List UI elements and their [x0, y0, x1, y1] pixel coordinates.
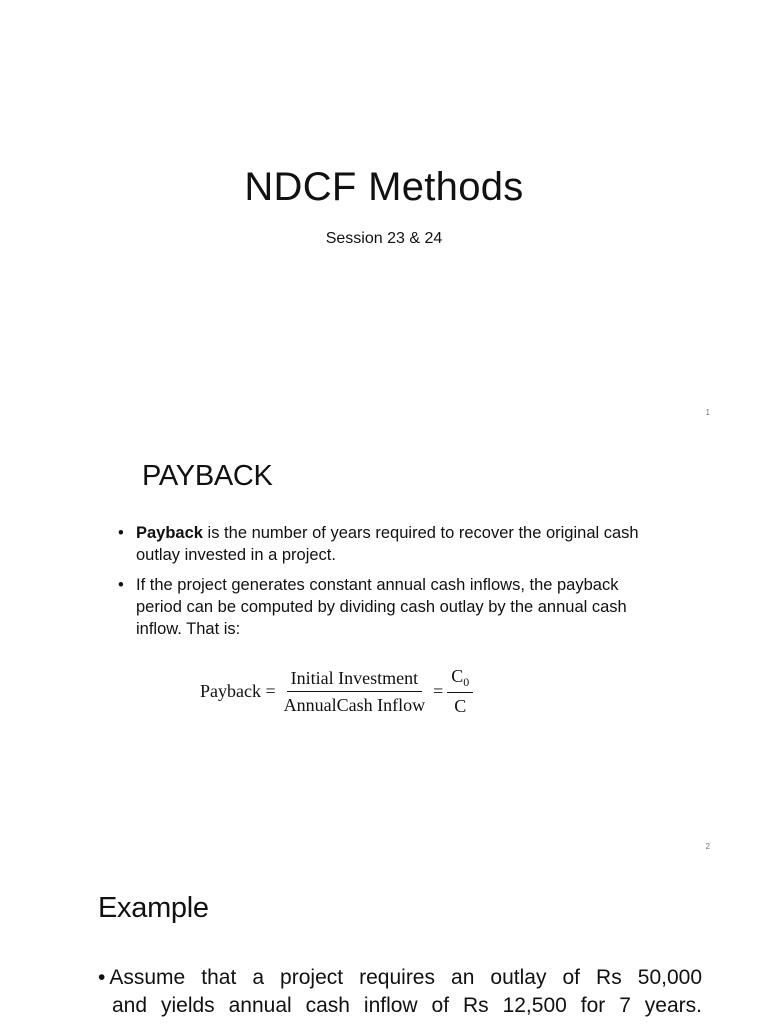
- slide-2: [0, 430, 768, 862]
- slide-1-page-number: 1: [705, 408, 710, 417]
- slide-3: [0, 862, 768, 1024]
- bullet-payback-definition: [116, 522, 646, 566]
- formula-c: C: [451, 666, 464, 686]
- formula-denominator-1: AnnualCash Inflow: [283, 694, 426, 715]
- example-line-1: Assume that a project requires an outlay of Rs 50,000: [109, 966, 702, 989]
- slide-1-title: NDCF Methods: [244, 165, 524, 209]
- formula-lhs: Payback =: [200, 681, 276, 701]
- payback-term: Payback: [136, 524, 203, 542]
- slide-1-subtitle: Session 23 & 24: [325, 230, 443, 247]
- payback-computation-text: If the project generates constant annual cash inflows, the payback period can be computed by dividing cash outlay by the annual cash inflow. That is:: [136, 576, 627, 638]
- formula-subscript: 0: [463, 675, 470, 689]
- slide-3-title: Example: [98, 892, 209, 924]
- formula-denominator-2: C: [454, 696, 467, 716]
- formula-fraction-1: [280, 668, 429, 716]
- payback-formula: [200, 666, 477, 717]
- example-bullet: [98, 964, 702, 1020]
- payback-definition-text: is the number of years required to recover the original cash outlay invested in a project.: [136, 524, 639, 564]
- slide-2-title: PAYBACK: [142, 460, 273, 492]
- formula-equals: =: [433, 681, 444, 701]
- example-line-2: and yields annual cash inflow of Rs 12,500 for 7 years.: [112, 994, 702, 1017]
- bullet-dot-icon: •: [118, 524, 124, 542]
- bullet-dot-icon: •: [98, 966, 106, 989]
- formula-numerator-2: [447, 666, 473, 693]
- slide-2-bullet-list: [116, 522, 646, 648]
- bullet-payback-computation: [116, 574, 646, 640]
- bullet-dot-icon: •: [118, 576, 124, 594]
- formula-fraction-2: [447, 666, 473, 717]
- slide-2-page-number: 2: [705, 842, 710, 851]
- slide-1: [0, 0, 768, 430]
- formula-numerator-1: Initial Investment: [287, 668, 422, 692]
